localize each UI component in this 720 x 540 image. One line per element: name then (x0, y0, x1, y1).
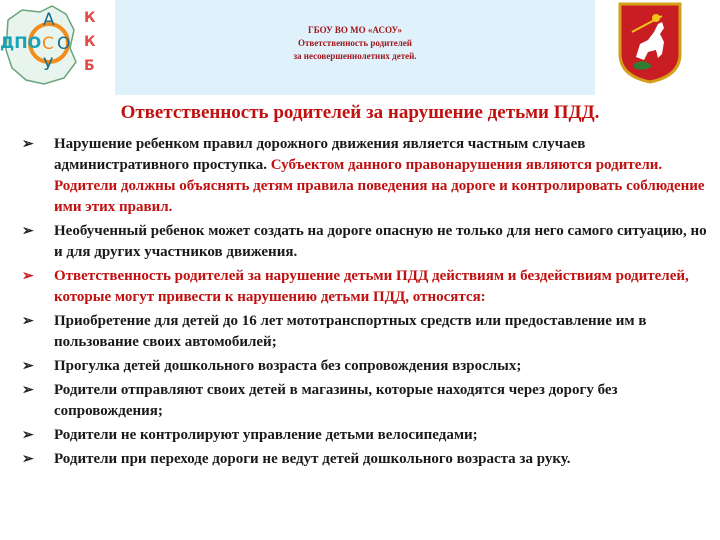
bullet-text: Родители не контролируют управление детьми велосипедами; (54, 427, 478, 443)
bullet-list (18, 134, 708, 473)
header-text (115, 24, 595, 63)
logo-small-letter: К (84, 34, 96, 50)
list-item (18, 380, 708, 422)
page-title: Ответственность родителей за нарушение детьми ПДД. (120, 102, 600, 123)
arrow-bullet-icon: ➢ (22, 224, 34, 239)
list-item (18, 425, 708, 446)
arrow-bullet-icon: ➢ (22, 359, 34, 374)
list-item (18, 221, 708, 263)
header (0, 0, 720, 95)
bullet-red-text: Субъектом данного правонарушения являются родители. Родители должны объяснять детям правила поведения на дороге и контролировать соблюдение ими этих правил. (54, 157, 705, 215)
logo-side-text: ДПО (0, 33, 42, 52)
arrow-bullet-icon: ➢ (22, 428, 34, 443)
svg-text:А: А (43, 10, 55, 30)
header-line3: за несовершеннолетних детей. (293, 51, 417, 61)
dpo-asou-logo-icon (0, 0, 115, 95)
svg-text:У: У (43, 55, 54, 75)
arrow-bullet-icon: ➢ (22, 314, 34, 329)
arrow-bullet-icon: ➢ (22, 452, 34, 467)
bullet-text: Приобретение для детей до 16 лет мототранспортных средств или предоставление им в пользование своих автомобилей; (54, 313, 647, 350)
list-item (18, 134, 708, 218)
header-org: ГБОУ ВО МО «АСОУ» (307, 25, 403, 35)
bullet-text: Родители отправляют своих детей в магазины, которые находятся через дорогу без сопровождения; (54, 382, 618, 419)
bullet-text: Родители при переходе дороги не ведут детей дошкольного возраста за руку. (54, 451, 571, 467)
svg-text:С: С (42, 34, 54, 54)
list-item (18, 266, 708, 308)
svg-text:О: О (57, 34, 71, 54)
bullet-text: Прогулка детей дошкольного возраста без сопровождения взрослых; (54, 358, 522, 374)
bullet-text: Нарушение ребенком правил дорожного движения является частным случаев административного проступка. (54, 136, 586, 173)
arrow-bullet-icon: ➢ (22, 137, 34, 152)
logo-small-letter: К (84, 10, 96, 26)
arrow-bullet-icon: ➢ (22, 383, 34, 398)
bullet-text: Необученный ребенок может создать на дороге опасную не только для него самого ситуацию, но и для других участников движения. (54, 223, 707, 260)
list-item (18, 449, 708, 470)
logo-small-letter: Б (84, 58, 95, 74)
list-item (18, 311, 708, 353)
header-line2: Ответственность родителей (297, 38, 412, 48)
arrow-bullet-icon: ➢ (22, 269, 34, 284)
moscow-oblast-coat-of-arms-icon (618, 2, 682, 84)
bullet-red-text: Ответственность родителей за нарушение детьми ПДД действиям и бездействиям родителей, которые могут привести к нарушению детьми ПДД, относятся: (54, 268, 689, 305)
list-item (18, 356, 708, 377)
